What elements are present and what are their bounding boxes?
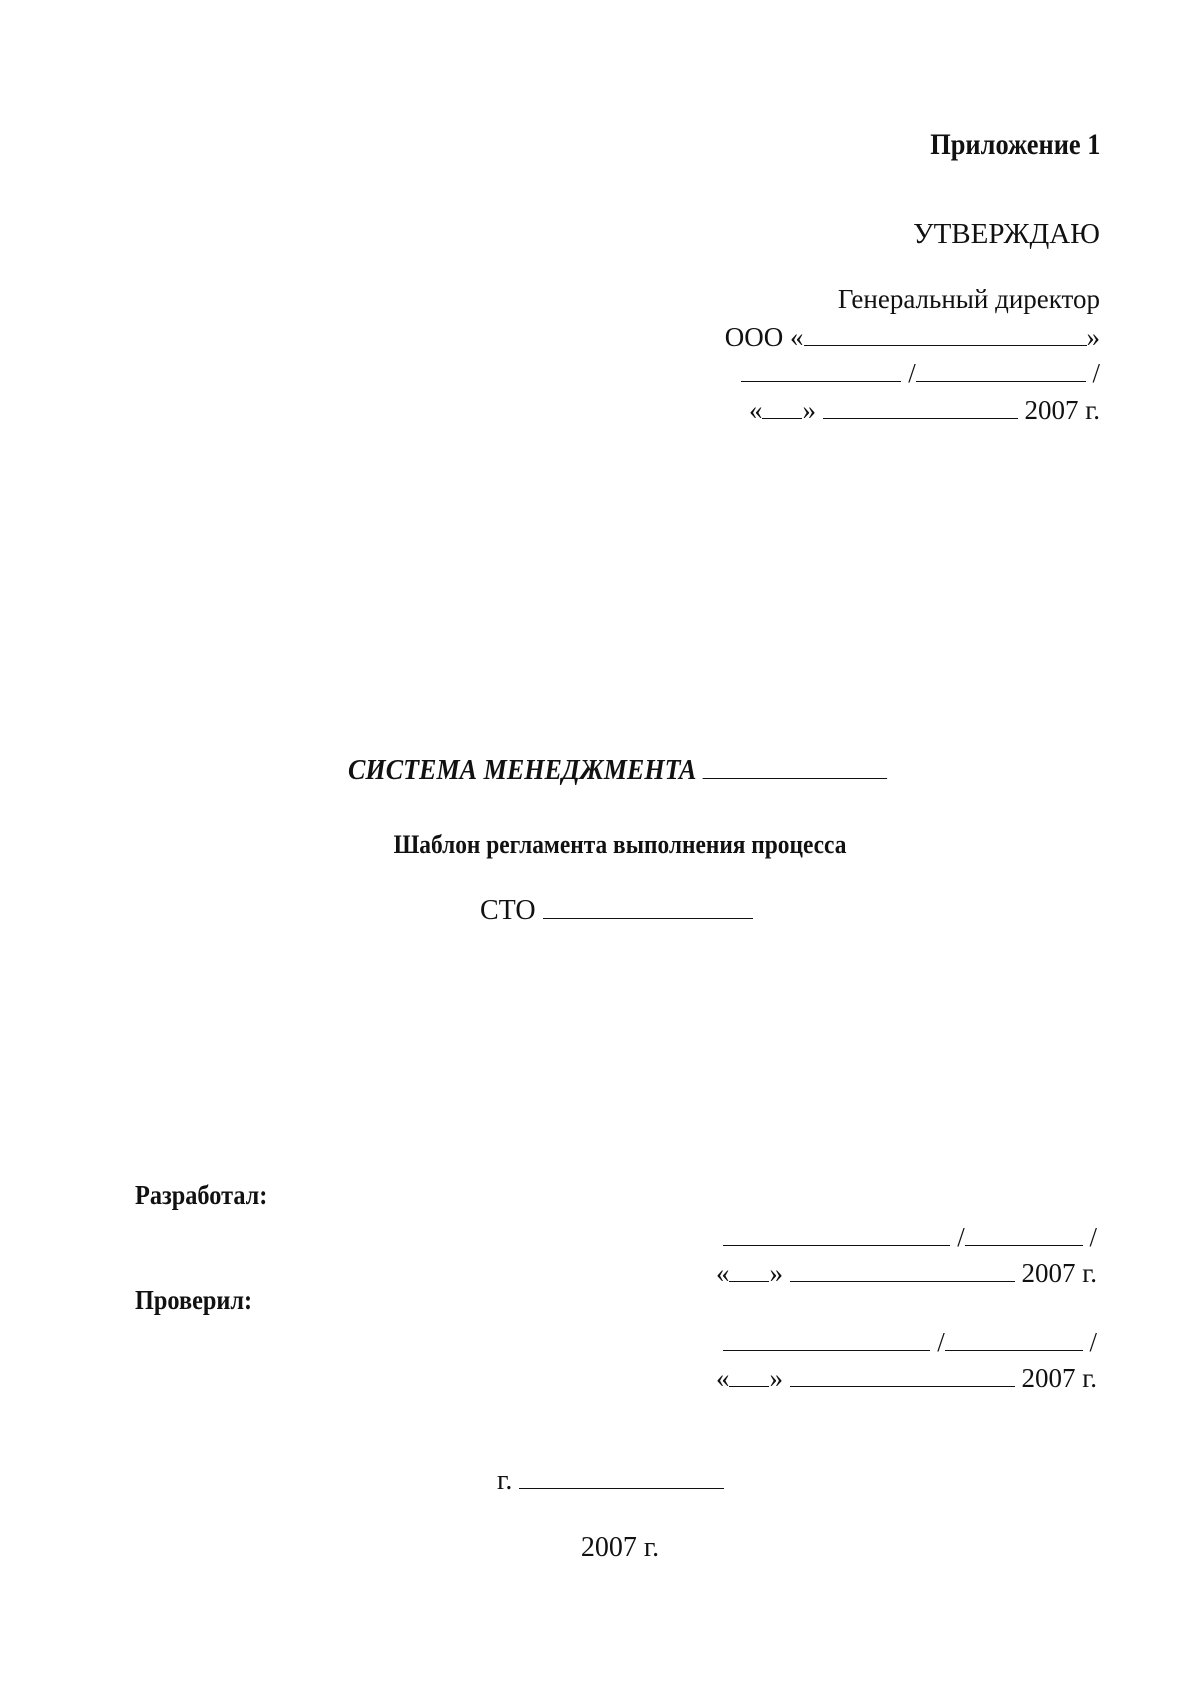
approver-name-blank[interactable] bbox=[916, 380, 1086, 382]
checker-name-blank[interactable] bbox=[945, 1349, 1083, 1351]
signature-separator: / bbox=[937, 1327, 945, 1357]
date-quote-close: » bbox=[802, 395, 816, 425]
checked-by-label: Проверил: bbox=[135, 1285, 253, 1315]
developer-month-blank[interactable] bbox=[790, 1280, 1015, 1282]
standard-number-line bbox=[480, 895, 753, 927]
date-quote-close: » bbox=[769, 1363, 783, 1393]
date-quote-open: « bbox=[715, 1363, 730, 1393]
document-year: 2007 г. bbox=[580, 1532, 660, 1563]
developer-signature-line bbox=[723, 1222, 1097, 1253]
checker-month-blank[interactable] bbox=[790, 1385, 1015, 1387]
approval-year: 2007 г. bbox=[1024, 395, 1100, 425]
city-line bbox=[497, 1465, 724, 1497]
approval-month-blank[interactable] bbox=[823, 417, 1018, 419]
approver-signature-line bbox=[741, 358, 1100, 389]
city-name-blank[interactable] bbox=[519, 1487, 724, 1489]
signature-separator: / bbox=[1089, 1327, 1097, 1357]
checker-day-blank[interactable] bbox=[729, 1385, 769, 1387]
signature-separator: / bbox=[957, 1222, 965, 1252]
signature-separator: / bbox=[1089, 1222, 1097, 1252]
organization-name-blank[interactable] bbox=[804, 344, 1087, 346]
developer-year: 2007 г. bbox=[1021, 1258, 1097, 1288]
management-system-blank[interactable] bbox=[703, 777, 888, 779]
developer-name-blank[interactable] bbox=[965, 1244, 1083, 1246]
organization-prefix: ООО « bbox=[724, 322, 804, 352]
developer-day-blank[interactable] bbox=[729, 1280, 769, 1282]
organization-suffix: » bbox=[1086, 322, 1100, 352]
city-prefix: г. bbox=[497, 1465, 513, 1496]
developed-by-label: Разработал: bbox=[135, 1180, 268, 1210]
developer-signature-blank[interactable] bbox=[723, 1244, 950, 1246]
checker-signature-line bbox=[723, 1327, 1097, 1358]
signature-separator: / bbox=[1092, 358, 1100, 388]
date-quote-open: « bbox=[748, 395, 763, 425]
date-quote-open: « bbox=[715, 1258, 730, 1288]
checker-date-line bbox=[716, 1363, 1097, 1394]
document-title: Шаблон регламента выполнения процесса bbox=[393, 830, 847, 859]
standard-number-blank[interactable] bbox=[543, 917, 753, 919]
checker-year: 2007 г. bbox=[1021, 1363, 1097, 1393]
approval-date-line bbox=[749, 395, 1100, 426]
management-system-label: СИСТЕМА МЕНЕДЖМЕНТА bbox=[348, 754, 697, 786]
approver-signature-blank[interactable] bbox=[741, 380, 901, 382]
organization-line bbox=[725, 322, 1100, 353]
approval-day-blank[interactable] bbox=[762, 417, 802, 419]
approver-role: Генеральный директор bbox=[837, 284, 1100, 314]
signature-separator: / bbox=[908, 358, 916, 388]
standard-label: СТО bbox=[480, 895, 536, 926]
approval-heading: УТВЕРЖДАЮ bbox=[913, 218, 1100, 250]
developer-date-line bbox=[716, 1258, 1097, 1289]
date-quote-close: » bbox=[769, 1258, 783, 1288]
checker-signature-blank[interactable] bbox=[723, 1349, 930, 1351]
management-system-title bbox=[348, 754, 887, 787]
appendix-number: Приложение 1 bbox=[929, 128, 1100, 161]
